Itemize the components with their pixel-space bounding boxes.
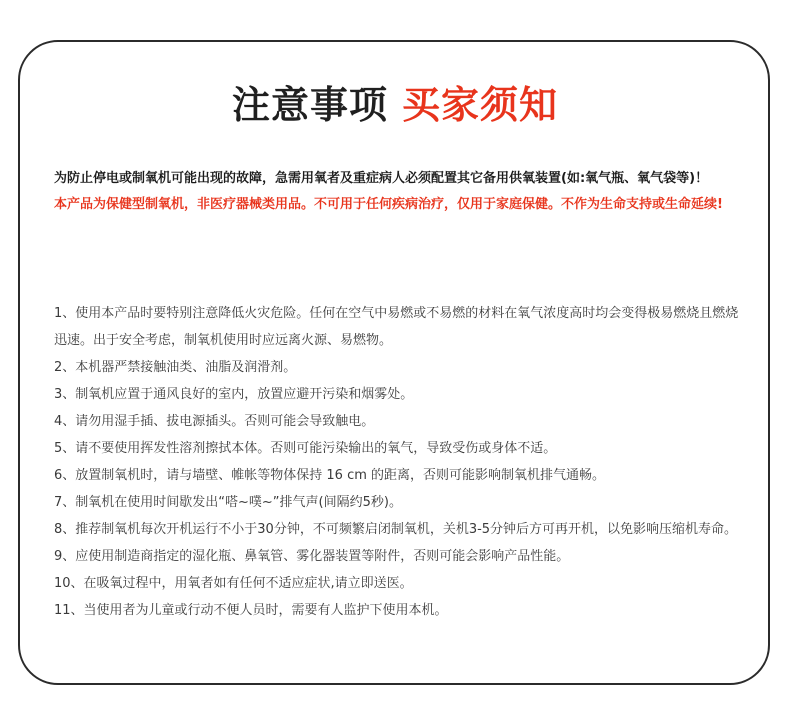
list-item: 3、制氧机应置于通风良好的室内，放置应避开污染和烟雾处。: [54, 387, 414, 402]
list-item: 11、当使用者为儿童或行动不便人员时，需要有人监护下使用本机。: [54, 603, 448, 618]
list-item: 7、制氧机在使用时间歇发出“嗒~噗~”排气声(间隔约5秒)。: [54, 495, 402, 510]
backup-oxygen-warning: 为防止停电或制氧机可能出现的故障，急需用氧者及重症病人必须配置其它备用供氧装置(如:氧气瓶、氧气袋等)！: [54, 171, 709, 186]
notes-list: [54, 300, 744, 624]
list-item: 9、应使用制造商指定的湿化瓶、鼻氧管、雾化器装置等附件，否则可能会影响产品性能。: [54, 549, 570, 564]
list-item: 10、在吸氧过程中，用氧者如有任何不适应症状,请立即送医。: [54, 576, 413, 591]
list-item: 6、放置制氧机时，请与墙壁、帷帐等物体保持 16 cm 的距离，否则可能影响制氧机排气通畅。: [54, 468, 606, 483]
list-item: 4、请勿用湿手插、拔电源插头。否则可能会导致触电。: [54, 414, 375, 429]
list-item: 1、使用本产品时要特别注意降低火灾危险。任何在空气中易燃或不易燃的材料在氧气浓度高时均会变得极易燃烧且燃烧迅速。出于安全考虑，制氧机使用时应远离火源、易燃物。: [54, 306, 739, 348]
page-title: [0, 80, 790, 130]
list-item: 5、请不要使用挥发性溶剂擦拭本体。否则可能污染输出的氧气，导致受伤或身体不适。: [54, 441, 557, 456]
title-accent: 买家须知: [402, 83, 559, 127]
title-main: 注意事项: [231, 83, 388, 127]
list-item: 8、推荐制氧机每次开机运行不小于30分钟，不可频繁启闭制氧机，关机3-5分钟后方可再开机，以免影响压缩机寿命。: [54, 522, 738, 537]
list-item: 2、本机器严禁接触油类、油脂及润滑剂。: [54, 360, 297, 375]
warning-block: [54, 166, 744, 218]
non-medical-disclaimer: 本产品为保健型制氧机，非医疗器械类用品。不可用于任何疾病治疗，仅用于家庭保健。不作为生命支持或生命延续!: [54, 197, 723, 212]
